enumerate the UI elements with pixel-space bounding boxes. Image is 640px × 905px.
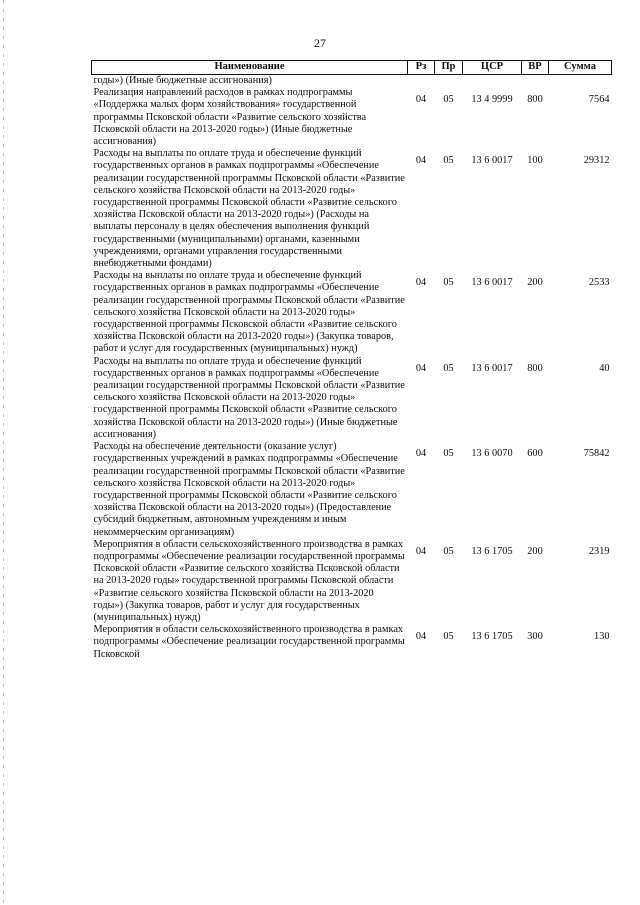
row-rz: 04 xyxy=(415,155,427,167)
table-header-row xyxy=(92,61,612,75)
row-csr: 13 6 0017 xyxy=(471,277,513,289)
row-csr: 13 6 0017 xyxy=(471,155,513,167)
row-vr: 600 xyxy=(527,448,543,460)
row-vr: 300 xyxy=(527,631,543,643)
row-name: Реализация направлений расходов в рамках подпрограммы «Поддержка малых форм хозяйствования» государственной программы Псковской области «Развитие сельского хозяйства Псковской области на 2013-2020 годы») (Иные бюджетные ассигнования) xyxy=(93,87,367,148)
header-rz: Рз xyxy=(408,61,435,75)
row-pr: 05 xyxy=(443,448,454,460)
page-number: 27 xyxy=(314,36,326,50)
row-csr: 13 6 0070 xyxy=(471,448,513,460)
table-row xyxy=(92,148,612,270)
row-rz: 04 xyxy=(415,362,427,374)
header-csr: ЦСР xyxy=(463,61,522,75)
row-name: Расходы на выплаты по оплате труда и обеспечение функций государственных органов в рамках подпрограммы «Обеспечение реализации государственной программы Псковской области «Развитие сельского хозяйства Псковской области на 2013-2020 годы» государственной программы Псковской области «Развитие сельского хозяйства Псковской области на 2013-2020 годы») (Закупка товаров, работ и услуг для государственных (муниципальных) нужд) xyxy=(93,270,405,355)
table-row xyxy=(92,356,612,441)
header-vr: ВР xyxy=(522,61,549,75)
row-vr: 800 xyxy=(527,94,543,106)
row-sum: 2319 xyxy=(588,545,610,557)
row-rz: 04 xyxy=(415,631,427,643)
row-pr: 05 xyxy=(443,94,454,106)
table-row xyxy=(92,539,612,624)
row-name: Мероприятия в области сельскохозяйственного производства в рамках подпрограммы «Обеспечение реализации государственной программы Псковской области «Развитие сельского хозяйства Псковской области на 2013-2020 годы» государственной программы Псковской области «Развитие сельского хозяйства Псковской области на 2013-2020 годы») (Закупка товаров, работ и услуг для государственных (муниципальных) нужд) xyxy=(93,538,405,623)
row-sum: 29312 xyxy=(583,155,610,167)
row-sum: 40 xyxy=(599,362,610,374)
row-csr: 13 6 1705 xyxy=(471,631,513,643)
row-csr: 13 4 9999 xyxy=(471,94,513,106)
budget-table xyxy=(91,60,612,661)
row-name: Мероприятия в области сельскохозяйственного производства в рамках подпрограммы «Обеспечение реализации государственной программы Псковской xyxy=(93,624,405,660)
row-rz: 04 xyxy=(415,448,427,460)
row-pr: 05 xyxy=(443,631,454,643)
table-row xyxy=(92,87,612,148)
row-name: Расходы на выплаты по оплате труда и обеспечение функций государственных органов в рамках подпрограммы «Обеспечение реализации государственной программы Псковской области «Развитие сельского хозяйства Псковской области на 2013-2020 годы» государственной программы Псковской области «Развитие сельского хозяйства Псковской области на 2013-2020 годы») (Иные бюджетные ассигнования) xyxy=(93,355,405,440)
row-vr: 200 xyxy=(527,277,543,289)
header-pr: Пр xyxy=(435,61,463,75)
row-sum: 130 xyxy=(594,631,610,643)
row-sum: 75842 xyxy=(583,448,610,460)
row-pr: 05 xyxy=(443,155,454,167)
table-row-continuation xyxy=(92,75,612,88)
scan-edge-artifact xyxy=(3,0,4,905)
row-sum: 2533 xyxy=(588,277,610,289)
row-name: Расходы на выплаты по оплате труда и обеспечение функций государственных органов в рамках подпрограммы «Обеспечение реализации государственной программы Псковской области «Развитие сельского хозяйства Псковской области на 2013-2020 годы» государственной программы Псковской области «Развитие сельского хозяйства Псковской области на 2013-2020 годы») (Расходы на выплаты персоналу в целях обеспечения выполнения функций государственными (муниципальными) органами, казенными учреждениями, органами управления государственными внебюджетными фондами) xyxy=(93,148,405,270)
row-pr: 05 xyxy=(443,277,454,289)
row-rz: 04 xyxy=(415,277,427,289)
row-rz: 04 xyxy=(415,545,427,557)
row-csr: 13 6 0017 xyxy=(471,362,513,374)
table-row xyxy=(92,270,612,355)
row-sum: 7564 xyxy=(588,94,610,106)
row-pr: 05 xyxy=(443,545,454,557)
row-vr: 100 xyxy=(527,155,543,167)
row-pr: 05 xyxy=(443,362,454,374)
row-vr: 800 xyxy=(527,362,543,374)
row-rz: 04 xyxy=(415,94,427,106)
row-name: Расходы на обеспечение деятельности (оказание услуг) государственных учреждений в рамках подпрограммы «Обеспечение реализации государственной программы Псковской области «Развитие сельского хозяйства Псковской области на 2013-2020 годы» государственной программы Псковской области «Развитие сельского хозяйства Псковской области на 2013-2020 годы») (Предоставление субсидий бюджетным, автономным учреждениям и иным некоммерческим организациям) xyxy=(93,441,405,538)
table-row xyxy=(92,441,612,539)
header-name: Наименование xyxy=(92,61,408,75)
header-sum: Сумма xyxy=(549,61,612,75)
row-vr: 200 xyxy=(527,545,543,557)
row-csr: 13 6 1705 xyxy=(471,545,513,557)
continuation-text: годы») (Иные бюджетные ассигнования) xyxy=(93,75,272,86)
table-row xyxy=(92,624,612,661)
